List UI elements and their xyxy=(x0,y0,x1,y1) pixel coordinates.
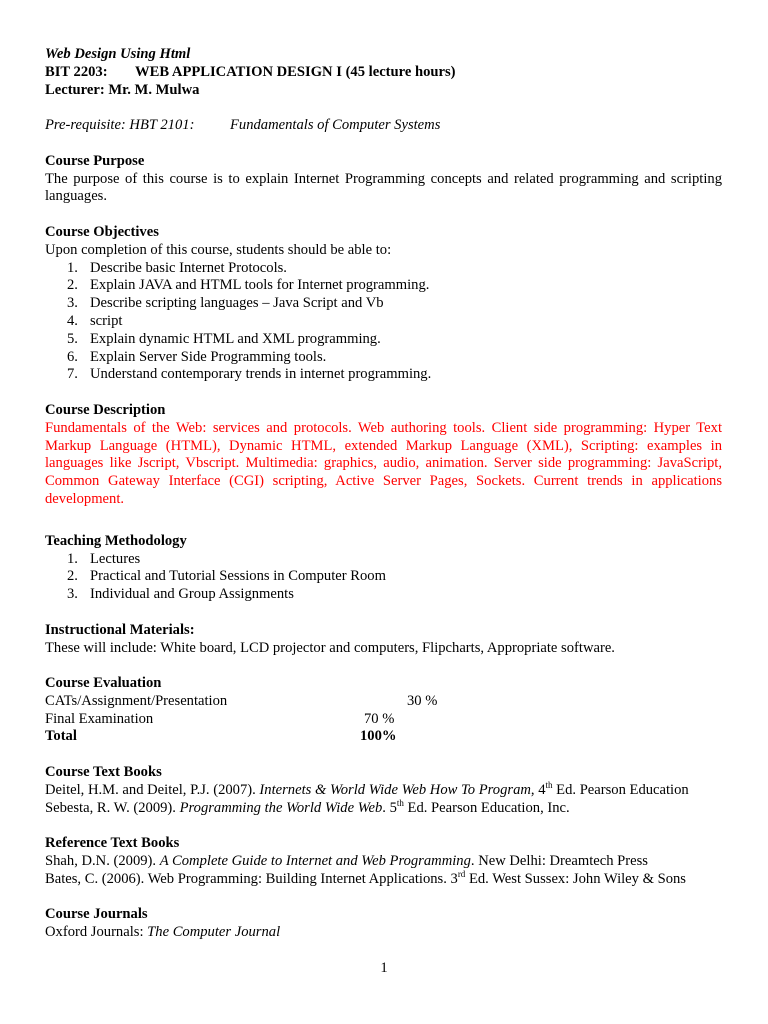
list-item: 1. Lectures xyxy=(67,550,141,567)
description-text: Fundamentals of the Web: services and protocols. Web authoring tools. Client side programming: Hyper Text Markup Language (HTML), Dynamic HTML, extended Markup Language (XML), Scripting: examples in languages like Jscript, Vbscript. Multimedia: graphics, audio, animation. Server side programming: JavaScript, Common Gateway Interface (CGI) scripting, Active Server Pages, Sockets. Current trends in applications development. xyxy=(45,419,722,507)
journals-heading: Course Journals xyxy=(45,906,148,923)
description-heading: Course Description xyxy=(45,401,166,418)
document-body xyxy=(45,46,722,942)
list-item: 7. Understand contemporary trends in internet programming. xyxy=(67,366,432,383)
page-number: 1 xyxy=(380,960,388,976)
list-item: 3. Individual and Group Assignments xyxy=(67,586,294,603)
evaluation-row: Final Examination 70 % xyxy=(45,710,395,727)
list-item: 2. Practical and Tutorial Sessions in Computer Room xyxy=(67,568,386,585)
reference-entry: Bates, C. (2006). Web Programming: Building Internet Applications. 3rd Ed. West Sussex: John Wiley & Sons xyxy=(45,868,686,887)
prerequisite-label: Pre-requisite: HBT 2101: xyxy=(45,117,195,134)
course-title: WEB APPLICATION DESIGN I (45 lecture hours) xyxy=(135,63,456,80)
objectives-list xyxy=(45,260,722,385)
list-item: 5. Explain dynamic HTML and XML programming. xyxy=(67,330,381,347)
list-item: 6. Explain Server Side Programming tools. xyxy=(67,348,327,365)
objectives-intro: Upon completion of this course, students should be able to: xyxy=(45,241,392,258)
methodology-list xyxy=(45,551,722,604)
evaluation-total-row: Total 100% xyxy=(45,728,397,745)
lecturer: Lecturer: Mr. M. Mulwa xyxy=(45,81,200,98)
journal-entry: Oxford Journals: The Computer Journal xyxy=(45,924,281,941)
course-code: BIT 2203: xyxy=(45,63,108,80)
textbook-entry: Sebesta, R. W. (2009). Programming the World Wide Web. 5th Ed. Pearson Education, Inc. xyxy=(45,797,570,816)
purpose-text: The purpose of this course is to explain Internet Programming concepts and related programming and scripting languages. xyxy=(45,170,722,205)
textbook-entry: Deitel, H.M. and Deitel, P.J. (2007). Internets & World Wide Web How To Program, 4th Ed. Pearson Education xyxy=(45,779,689,798)
course-heading xyxy=(45,64,722,82)
prerequisite-value: Fundamentals of Computer Systems xyxy=(230,117,441,134)
list-item: 1. Describe basic Internet Protocols. xyxy=(67,259,287,276)
methodology-heading: Teaching Methodology xyxy=(45,532,187,549)
reference-heading: Reference Text Books xyxy=(45,835,180,852)
prerequisite xyxy=(45,117,722,135)
textbooks-heading: Course Text Books xyxy=(45,764,162,781)
list-item: 3. Describe scripting languages – Java Script and Vb xyxy=(67,295,384,312)
materials-text: These will include: White board, LCD projector and computers, Flipcharts, Appropriate software. xyxy=(45,639,615,656)
reference-entry: Shah, D.N. (2009). A Complete Guide to Internet and Web Programming. New Delhi: Dreamtech Press xyxy=(45,853,648,870)
objectives-heading: Course Objectives xyxy=(45,223,159,240)
evaluation-row: CATs/Assignment/Presentation 30 % xyxy=(45,692,438,709)
list-item: 4. script xyxy=(67,312,123,329)
materials-heading: Instructional Materials: xyxy=(45,621,195,638)
evaluation-heading: Course Evaluation xyxy=(45,675,162,692)
purpose-heading: Course Purpose xyxy=(45,152,145,169)
list-item: 2. Explain JAVA and HTML tools for Internet programming. xyxy=(67,277,430,294)
subject-title: Web Design Using Html xyxy=(45,46,191,62)
